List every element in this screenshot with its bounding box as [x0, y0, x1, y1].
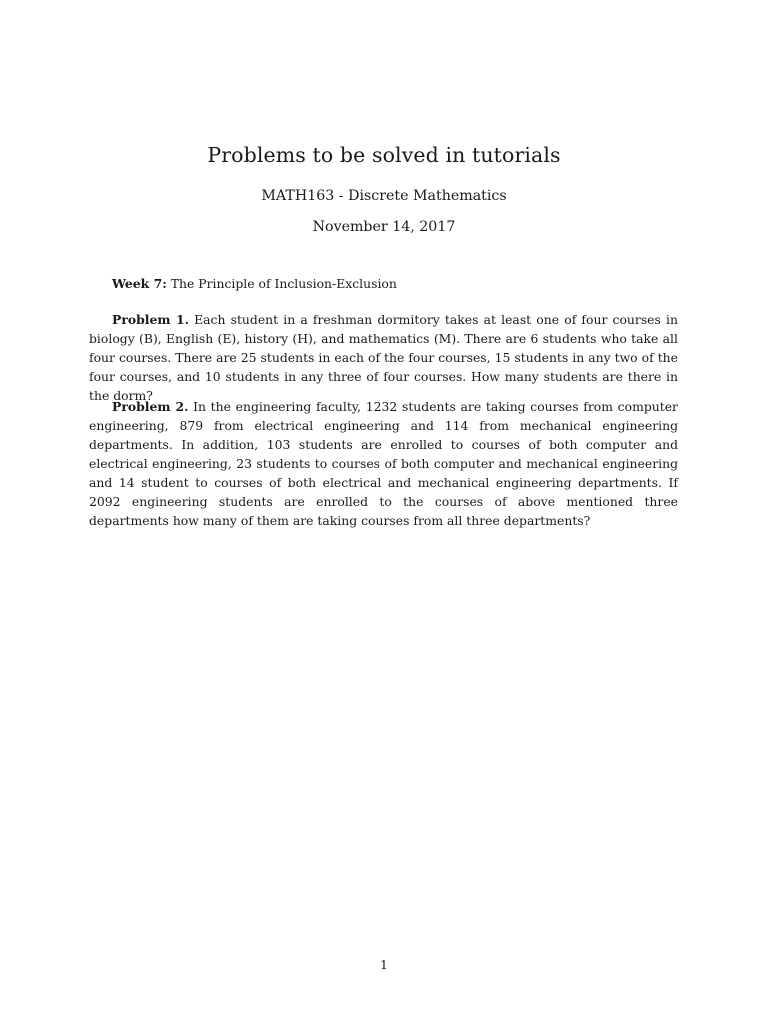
problem-1-label: Problem 1.	[112, 312, 189, 327]
week-heading	[89, 274, 678, 293]
problem-2-text: In the engineering faculty, 1232 students are taking courses from computer engineering, 879 from electrical engineering and 114 from mechanical engineering departments. In addition, 103 students are enrolled to courses of both computer and electrical engineering, 23 students to courses of both computer and mechanical engineering and 14 student to courses of both electrical and mechanical engineering departments. If 2092 engineering students are enrolled to the courses of above mentioned three departments how many of them are taking courses from all three departments?	[89, 399, 678, 528]
course-name: MATH163 - Discrete Mathematics	[261, 188, 507, 204]
problem-1-text: Each student in a freshman dormitory takes at least one of four courses in biology (B), English (E), history (H), and mathematics (M). There are 6 students who take all four courses. There are 25 students in each of the four courses, 15 students in any two of the four courses, and 10 students in any three of four courses. How many students are there in the dorm?	[89, 312, 678, 403]
page-number: 1	[380, 957, 388, 972]
problem-2	[89, 397, 678, 530]
week-topic: The Principle of Inclusion-Exclusion	[170, 276, 397, 291]
problem-1	[89, 310, 678, 405]
document-title: Problems to be solved in tutorials	[207, 143, 561, 167]
week-label: Week 7:	[112, 276, 167, 291]
problem-2-label: Problem 2.	[112, 399, 189, 414]
document-date: November 14, 2017	[312, 219, 456, 235]
